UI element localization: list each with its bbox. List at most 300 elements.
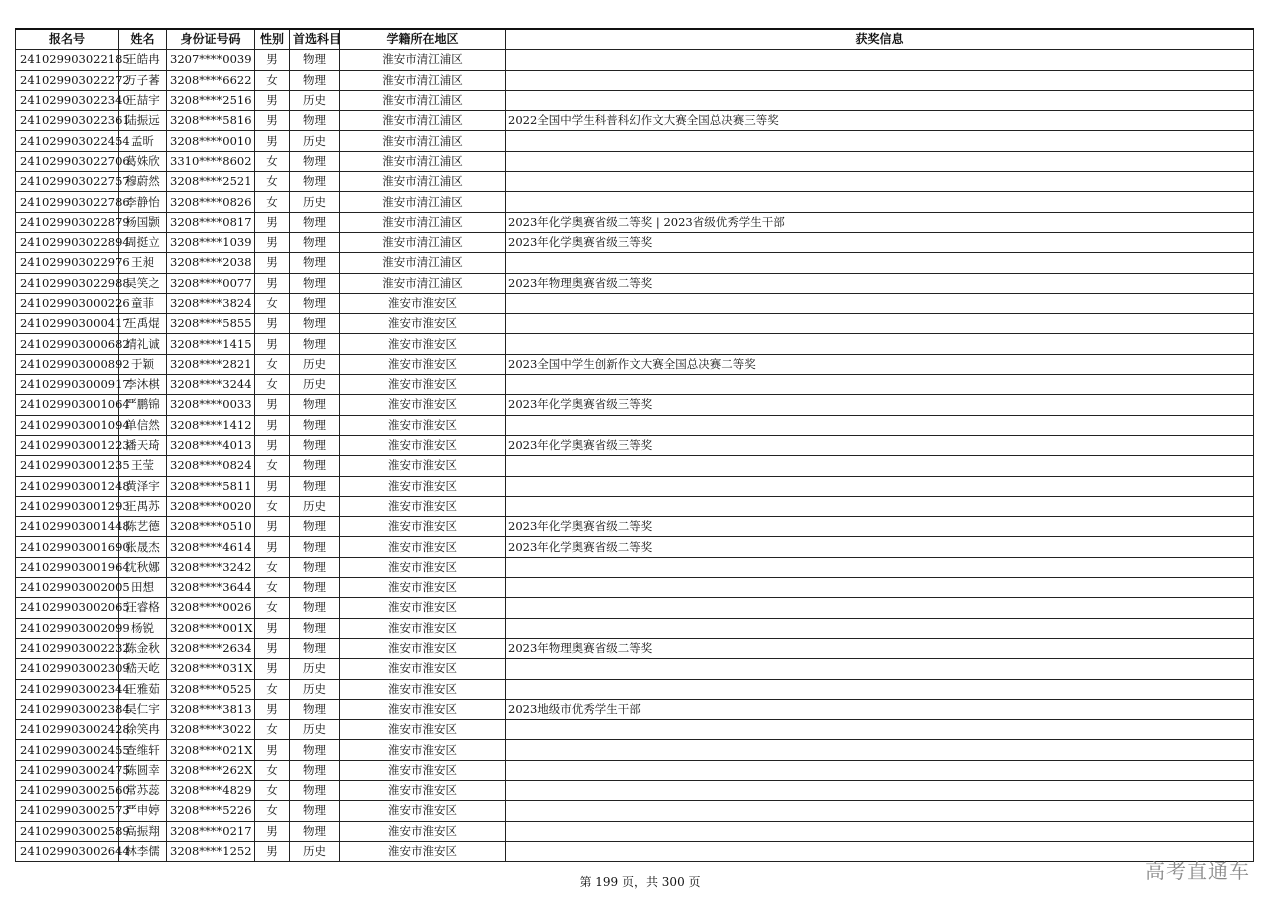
name-cell: 王雅茹 (119, 679, 167, 699)
subject-cell: 物理 (290, 740, 340, 760)
gender-cell: 男 (255, 435, 290, 455)
gender-cell: 男 (255, 273, 290, 293)
id-number-cell: 3208****1412 (167, 415, 255, 435)
registration-number-cell: 241029903002309 (16, 659, 119, 679)
table-row (16, 314, 1254, 334)
gender-cell: 男 (255, 131, 290, 151)
awards-cell: 2023年化学奥赛省级三等奖 (506, 435, 1254, 455)
region-cell: 淮安市清江浦区 (340, 151, 506, 171)
table-row (16, 375, 1254, 395)
awards-cell (506, 618, 1254, 638)
registration-number-cell: 241029903001293 (16, 496, 119, 516)
table-row (16, 557, 1254, 577)
gender-cell: 女 (255, 70, 290, 90)
gender-cell: 男 (255, 50, 290, 70)
awards-cell (506, 679, 1254, 699)
id-number-cell: 3208****0020 (167, 496, 255, 516)
id-number-cell: 3208****4829 (167, 780, 255, 800)
subject-cell: 物理 (290, 70, 340, 90)
name-cell: 万子萫 (119, 70, 167, 90)
region-cell: 淮安市淮安区 (340, 679, 506, 699)
name-cell: 林李儒 (119, 841, 167, 861)
id-number-cell: 3208****6622 (167, 70, 255, 90)
registration-number-cell: 241029903001235 (16, 456, 119, 476)
name-cell: 张晟杰 (119, 537, 167, 557)
region-cell: 淮安市清江浦区 (340, 192, 506, 212)
col-header-first-subject: 首选科目 (290, 29, 340, 50)
region-cell: 淮安市清江浦区 (340, 111, 506, 131)
gender-cell: 男 (255, 415, 290, 435)
table-row (16, 841, 1254, 861)
registration-number-cell: 241029903001964 (16, 557, 119, 577)
subject-cell: 物理 (290, 314, 340, 334)
gender-cell: 女 (255, 375, 290, 395)
registration-number-cell: 241029903002065 (16, 598, 119, 618)
col-header-school-region: 学籍所在地区 (340, 29, 506, 50)
gender-cell: 男 (255, 253, 290, 273)
name-cell: 查维轩 (119, 740, 167, 760)
name-cell: 高振翔 (119, 821, 167, 841)
id-number-cell: 3208****2516 (167, 90, 255, 110)
subject-cell: 物理 (290, 780, 340, 800)
registration-number-cell: 241029903002428 (16, 720, 119, 740)
table-row (16, 578, 1254, 598)
region-cell: 淮安市清江浦区 (340, 131, 506, 151)
awards-cell: 2023年化学奥赛省级二等奖 | 2023省级优秀学生干部 (506, 212, 1254, 232)
name-cell: 黄泽宇 (119, 476, 167, 496)
name-cell: 吴仁宇 (119, 699, 167, 719)
registration-number-cell: 241029903002455 (16, 740, 119, 760)
subject-cell: 历史 (290, 90, 340, 110)
awards-cell (506, 841, 1254, 861)
subject-cell: 物理 (290, 760, 340, 780)
region-cell: 淮安市淮安区 (340, 578, 506, 598)
subject-cell: 物理 (290, 557, 340, 577)
region-cell: 淮安市淮安区 (340, 801, 506, 821)
table-row (16, 232, 1254, 252)
name-cell: 严申婷 (119, 801, 167, 821)
table-row (16, 537, 1254, 557)
id-number-cell: 3208****1415 (167, 334, 255, 354)
awards-cell (506, 415, 1254, 435)
region-cell: 淮安市淮安区 (340, 314, 506, 334)
id-number-cell: 3208****0525 (167, 679, 255, 699)
registration-number-cell: 241029903002344 (16, 679, 119, 699)
name-cell: 葛姝欣 (119, 151, 167, 171)
awards-cell (506, 720, 1254, 740)
name-cell: 严鹏锦 (119, 395, 167, 415)
name-cell: 杨国颢 (119, 212, 167, 232)
id-number-cell: 3208****0826 (167, 192, 255, 212)
registration-number-cell: 241029903022976 (16, 253, 119, 273)
id-number-cell: 3208****0217 (167, 821, 255, 841)
table-row (16, 496, 1254, 516)
table-row (16, 801, 1254, 821)
table-row (16, 334, 1254, 354)
subject-cell: 历史 (290, 679, 340, 699)
registration-number-cell: 241029903000226 (16, 293, 119, 313)
registration-number-cell: 241029903022879 (16, 212, 119, 232)
col-header-name: 姓名 (119, 29, 167, 50)
name-cell: 陈圆幸 (119, 760, 167, 780)
region-cell: 淮安市清江浦区 (340, 70, 506, 90)
name-cell: 穆蔚然 (119, 172, 167, 192)
registration-number-cell: 241029903022185 (16, 50, 119, 70)
table-row (16, 699, 1254, 719)
table-row (16, 476, 1254, 496)
col-header-awards: 获奖信息 (506, 29, 1254, 50)
region-cell: 淮安市淮安区 (340, 435, 506, 455)
id-number-cell: 3208****3813 (167, 699, 255, 719)
region-cell: 淮安市清江浦区 (340, 273, 506, 293)
subject-cell: 历史 (290, 720, 340, 740)
id-number-cell: 3208****031X (167, 659, 255, 679)
region-cell: 淮安市淮安区 (340, 598, 506, 618)
page-number: 第 199 页，共 300 页 (579, 875, 701, 889)
id-number-cell: 3208****0010 (167, 131, 255, 151)
gender-cell: 女 (255, 679, 290, 699)
subject-cell: 物理 (290, 212, 340, 232)
gender-cell: 男 (255, 699, 290, 719)
subject-cell: 物理 (290, 415, 340, 435)
registration-number-cell: 241029903022988 (16, 273, 119, 293)
id-number-cell: 3208****2634 (167, 638, 255, 658)
table-row (16, 659, 1254, 679)
awards-cell (506, 659, 1254, 679)
id-number-cell: 3208****0077 (167, 273, 255, 293)
subject-cell: 历史 (290, 659, 340, 679)
region-cell: 淮安市淮安区 (340, 375, 506, 395)
subject-cell: 物理 (290, 253, 340, 273)
table-row (16, 638, 1254, 658)
subject-cell: 物理 (290, 598, 340, 618)
subject-cell: 历史 (290, 354, 340, 374)
id-number-cell: 3208****0026 (167, 598, 255, 618)
name-cell: 王禺苏 (119, 496, 167, 516)
region-cell: 淮安市淮安区 (340, 841, 506, 861)
id-number-cell: 3208****0510 (167, 517, 255, 537)
subject-cell: 历史 (290, 496, 340, 516)
awards-cell (506, 253, 1254, 273)
subject-cell: 物理 (290, 578, 340, 598)
region-cell: 淮安市淮安区 (340, 659, 506, 679)
awards-cell (506, 70, 1254, 90)
awards-cell (506, 172, 1254, 192)
subject-cell: 物理 (290, 395, 340, 415)
awards-cell (506, 821, 1254, 841)
region-cell: 淮安市清江浦区 (340, 172, 506, 192)
awards-cell (506, 476, 1254, 496)
registration-number-cell: 241029903022340 (16, 90, 119, 110)
subject-cell: 物理 (290, 50, 340, 70)
awards-cell (506, 192, 1254, 212)
subject-cell: 历史 (290, 375, 340, 395)
awards-cell (506, 780, 1254, 800)
id-number-cell: 3208****0817 (167, 212, 255, 232)
name-cell: 李沐棋 (119, 375, 167, 395)
name-cell: 周挺立 (119, 232, 167, 252)
subject-cell: 物理 (290, 821, 340, 841)
awards-cell: 2023全国中学生创新作文大赛全国总决赛二等奖 (506, 354, 1254, 374)
awards-cell (506, 375, 1254, 395)
name-cell: 王禹焜 (119, 314, 167, 334)
registration-number-cell: 241029903022757 (16, 172, 119, 192)
awards-cell: 2023年化学奥赛省级三等奖 (506, 232, 1254, 252)
id-number-cell: 3208****4614 (167, 537, 255, 557)
gender-cell: 男 (255, 517, 290, 537)
gender-cell: 男 (255, 395, 290, 415)
subject-cell: 物理 (290, 111, 340, 131)
table-row (16, 273, 1254, 293)
awards-cell (506, 760, 1254, 780)
subject-cell: 物理 (290, 476, 340, 496)
table-row (16, 192, 1254, 212)
gender-cell: 女 (255, 801, 290, 821)
name-cell: 沈秋娜 (119, 557, 167, 577)
subject-cell: 物理 (290, 537, 340, 557)
registration-number-cell: 241029903001248 (16, 476, 119, 496)
region-cell: 淮安市淮安区 (340, 557, 506, 577)
subject-cell: 物理 (290, 334, 340, 354)
gender-cell: 女 (255, 780, 290, 800)
registration-number-cell: 241029903002475 (16, 760, 119, 780)
region-cell: 淮安市淮安区 (340, 395, 506, 415)
name-cell: 田想 (119, 578, 167, 598)
gender-cell: 男 (255, 740, 290, 760)
region-cell: 淮安市淮安区 (340, 720, 506, 740)
subject-cell: 物理 (290, 273, 340, 293)
region-cell: 淮安市淮安区 (340, 456, 506, 476)
table-row (16, 679, 1254, 699)
awards-cell: 2023地级市优秀学生干部 (506, 699, 1254, 719)
awards-cell: 2023年物理奥赛省级二等奖 (506, 273, 1254, 293)
id-number-cell: 3208****2821 (167, 354, 255, 374)
awards-cell: 2023年物理奥赛省级二等奖 (506, 638, 1254, 658)
subject-cell: 物理 (290, 517, 340, 537)
registration-number-cell: 241029903002005 (16, 578, 119, 598)
table-row (16, 172, 1254, 192)
gender-cell: 女 (255, 598, 290, 618)
name-cell: 孟昕 (119, 131, 167, 151)
id-number-cell: 3310****8602 (167, 151, 255, 171)
gender-cell: 男 (255, 111, 290, 131)
registration-number-cell: 241029903002589 (16, 821, 119, 841)
registration-number-cell: 241029903002560 (16, 780, 119, 800)
gender-cell: 女 (255, 557, 290, 577)
id-number-cell: 3208****1252 (167, 841, 255, 861)
registration-number-cell: 241029903002099 (16, 618, 119, 638)
id-number-cell: 3208****5816 (167, 111, 255, 131)
awards-cell (506, 740, 1254, 760)
table-row (16, 740, 1254, 760)
id-number-cell: 3208****4013 (167, 435, 255, 455)
region-cell: 淮安市淮安区 (340, 618, 506, 638)
id-number-cell: 3208****3824 (167, 293, 255, 313)
registration-number-cell: 241029903001448 (16, 517, 119, 537)
gender-cell: 女 (255, 354, 290, 374)
gender-cell: 男 (255, 334, 290, 354)
registration-number-cell: 241029903001223 (16, 435, 119, 455)
table-row (16, 456, 1254, 476)
gender-cell: 男 (255, 537, 290, 557)
table-row (16, 435, 1254, 455)
region-cell: 淮安市清江浦区 (340, 253, 506, 273)
awards-cell: 2023年化学奥赛省级三等奖 (506, 395, 1254, 415)
registration-number-cell: 241029903000682 (16, 334, 119, 354)
id-number-cell: 3208****3244 (167, 375, 255, 395)
awards-cell (506, 131, 1254, 151)
gender-cell: 女 (255, 496, 290, 516)
gender-cell: 男 (255, 232, 290, 252)
gender-cell: 男 (255, 841, 290, 861)
table-row (16, 517, 1254, 537)
table-row (16, 618, 1254, 638)
table-row (16, 253, 1254, 273)
awards-cell (506, 496, 1254, 516)
col-header-registration-number: 报名号 (16, 29, 119, 50)
table-row (16, 90, 1254, 110)
table-row (16, 720, 1254, 740)
name-cell: 吴笑之 (119, 273, 167, 293)
registration-number-cell: 241029903000917 (16, 375, 119, 395)
subject-cell: 历史 (290, 131, 340, 151)
table-row (16, 131, 1254, 151)
table-row (16, 415, 1254, 435)
gender-cell: 女 (255, 578, 290, 598)
name-cell: 常苏蕊 (119, 780, 167, 800)
awards-cell (506, 334, 1254, 354)
name-cell: 陈金秋 (119, 638, 167, 658)
region-cell: 淮安市淮安区 (340, 821, 506, 841)
table-row (16, 760, 1254, 780)
registration-number-cell: 241029903002232 (16, 638, 119, 658)
awards-cell (506, 50, 1254, 70)
table-row (16, 212, 1254, 232)
region-cell: 淮安市淮安区 (340, 415, 506, 435)
awards-cell: 2023年化学奥赛省级二等奖 (506, 517, 1254, 537)
subject-cell: 历史 (290, 841, 340, 861)
registration-number-cell: 241029903022454 (16, 131, 119, 151)
table-row (16, 395, 1254, 415)
name-cell: 陈艺德 (119, 517, 167, 537)
registration-number-cell: 241029903001094 (16, 415, 119, 435)
id-number-cell: 3208****0824 (167, 456, 255, 476)
region-cell: 淮安市淮安区 (340, 780, 506, 800)
name-cell: 王喆宇 (119, 90, 167, 110)
name-cell: 嵇天屹 (119, 659, 167, 679)
region-cell: 淮安市淮安区 (340, 517, 506, 537)
gender-cell: 女 (255, 172, 290, 192)
awards-cell (506, 293, 1254, 313)
id-number-cell: 3208****2038 (167, 253, 255, 273)
registration-number-cell: 241029903022894 (16, 232, 119, 252)
registration-number-cell: 241029903000892 (16, 354, 119, 374)
gender-cell: 女 (255, 760, 290, 780)
registration-number-cell: 241029903000417 (16, 314, 119, 334)
subject-cell: 物理 (290, 435, 340, 455)
region-cell: 淮安市清江浦区 (340, 50, 506, 70)
subject-cell: 物理 (290, 293, 340, 313)
gender-cell: 女 (255, 720, 290, 740)
registration-number-cell: 241029903001690 (16, 537, 119, 557)
registration-number-cell: 241029903002384 (16, 699, 119, 719)
col-header-gender: 性别 (255, 29, 290, 50)
subject-cell: 物理 (290, 618, 340, 638)
gender-cell: 男 (255, 476, 290, 496)
id-number-cell: 3208****3644 (167, 578, 255, 598)
registration-number-cell: 241029903022361 (16, 111, 119, 131)
subject-cell: 物理 (290, 151, 340, 171)
name-cell: 王皓冉 (119, 50, 167, 70)
awards-cell (506, 557, 1254, 577)
table-row (16, 70, 1254, 90)
region-cell: 淮安市淮安区 (340, 699, 506, 719)
table-row (16, 293, 1254, 313)
awards-cell (506, 151, 1254, 171)
region-cell: 淮安市淮安区 (340, 740, 506, 760)
subject-cell: 物理 (290, 172, 340, 192)
subject-cell: 物理 (290, 456, 340, 476)
awards-cell (506, 90, 1254, 110)
name-cell: 童菲 (119, 293, 167, 313)
name-cell: 王昶 (119, 253, 167, 273)
gender-cell: 男 (255, 821, 290, 841)
gender-cell: 男 (255, 90, 290, 110)
table-row (16, 50, 1254, 70)
id-number-cell: 3208****021X (167, 740, 255, 760)
id-number-cell: 3208****5855 (167, 314, 255, 334)
registration-number-cell: 241029903022706 (16, 151, 119, 171)
name-cell: 徐笑冉 (119, 720, 167, 740)
region-cell: 淮安市淮安区 (340, 293, 506, 313)
id-number-cell: 3208****262X (167, 760, 255, 780)
id-number-cell: 3208****1039 (167, 232, 255, 252)
registration-number-cell: 241029903002644 (16, 841, 119, 861)
gender-cell: 男 (255, 212, 290, 232)
id-number-cell: 3208****001X (167, 618, 255, 638)
subject-cell: 物理 (290, 801, 340, 821)
name-cell: 于颖 (119, 354, 167, 374)
region-cell: 淮安市淮安区 (340, 638, 506, 658)
id-number-cell: 3208****5811 (167, 476, 255, 496)
id-number-cell: 3208****3242 (167, 557, 255, 577)
name-cell: 汪睿格 (119, 598, 167, 618)
subject-cell: 物理 (290, 638, 340, 658)
name-cell: 陆振远 (119, 111, 167, 131)
table-row (16, 598, 1254, 618)
registration-number-cell: 241029903001064 (16, 395, 119, 415)
registration-number-cell: 241029903022272 (16, 70, 119, 90)
awards-cell (506, 456, 1254, 476)
col-header-id-number: 身份证号码 (167, 29, 255, 50)
awards-cell (506, 801, 1254, 821)
id-number-cell: 3208****0033 (167, 395, 255, 415)
region-cell: 淮安市淮安区 (340, 476, 506, 496)
region-cell: 淮安市淮安区 (340, 354, 506, 374)
gender-cell: 女 (255, 456, 290, 476)
name-cell: 王莹 (119, 456, 167, 476)
name-cell: 李静怡 (119, 192, 167, 212)
region-cell: 淮安市淮安区 (340, 334, 506, 354)
region-cell: 淮安市清江浦区 (340, 232, 506, 252)
id-number-cell: 3208****5226 (167, 801, 255, 821)
id-number-cell: 3207****0039 (167, 50, 255, 70)
table-row (16, 111, 1254, 131)
subject-cell: 物理 (290, 232, 340, 252)
name-cell: 单信然 (119, 415, 167, 435)
gender-cell: 女 (255, 293, 290, 313)
table-row (16, 354, 1254, 374)
